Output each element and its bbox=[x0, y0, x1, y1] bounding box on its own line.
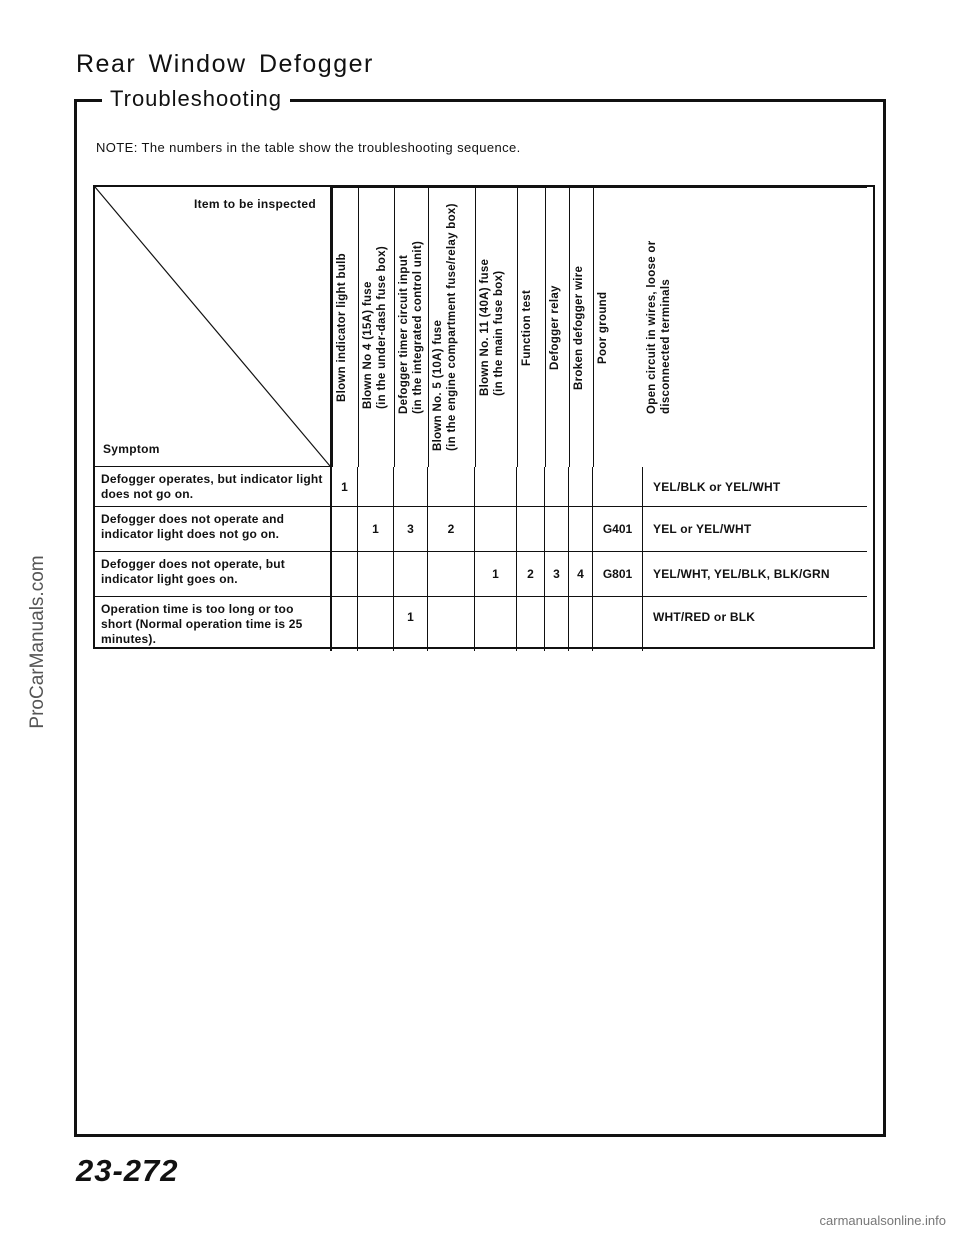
column-header: Defogger relay bbox=[545, 187, 569, 467]
sequence-cell: 2 bbox=[517, 552, 545, 597]
sequence-cell: 1 bbox=[394, 597, 428, 651]
wire-color-cell: WHT/RED or BLK bbox=[653, 610, 756, 624]
column-header: Blown No. 11 (40A) fuse (in the main fuse box) bbox=[475, 187, 517, 467]
column-header: Open circuit in wires, loose or disconnected terminals bbox=[643, 187, 867, 467]
sequence-cell bbox=[517, 507, 545, 552]
sequence-cell bbox=[332, 552, 358, 597]
diagonal-divider bbox=[95, 187, 330, 466]
sequence-cell bbox=[517, 597, 545, 651]
column-header: Blown No 4 (15A) fuse (in the under-dash fuse box) bbox=[358, 187, 394, 467]
ground-cell bbox=[593, 597, 643, 651]
column-header: Blown indicator light bulb bbox=[332, 187, 358, 467]
sequence-cell bbox=[475, 507, 517, 552]
column-header: Poor ground bbox=[593, 187, 643, 467]
page-title: Rear Window Defogger bbox=[76, 50, 374, 78]
sequence-cell: 1 bbox=[475, 552, 517, 597]
page-number: 23-272 bbox=[76, 1153, 179, 1188]
sequence-cell bbox=[394, 552, 428, 597]
sequence-cell: 1 bbox=[332, 467, 358, 507]
sequence-cell: 1 bbox=[358, 507, 394, 552]
sequence-cell bbox=[428, 597, 475, 651]
sequence-cell bbox=[358, 597, 394, 651]
sequence-cell bbox=[428, 552, 475, 597]
sequence-cell bbox=[332, 597, 358, 651]
symptom-cell: Defogger does not operate, but indicator light goes on. bbox=[95, 552, 332, 597]
footer-site-link[interactable]: carmanualsonline.info bbox=[819, 1213, 946, 1228]
wire-color-cell: YEL/BLK or YEL/WHT bbox=[643, 467, 867, 507]
column-header: Blown No. 5 (10A) fuse (in the engine compartment fuse/relay box) bbox=[428, 187, 475, 467]
sequence-cell: 2 bbox=[428, 507, 475, 552]
sequence-cell bbox=[332, 507, 358, 552]
sequence-cell bbox=[569, 467, 593, 507]
table-corner-header bbox=[95, 187, 332, 467]
sequence-cell bbox=[475, 597, 517, 651]
item-to-be-inspected-label: Item to be inspected bbox=[193, 197, 316, 211]
symptom-cell: Defogger does not operate and indicator light does not go on. bbox=[95, 507, 332, 552]
sequence-cell: 3 bbox=[394, 507, 428, 552]
sequence-cell bbox=[428, 467, 475, 507]
sequence-cell: 4 bbox=[569, 552, 593, 597]
symptom-label: Symptom bbox=[103, 442, 160, 456]
sequence-cell bbox=[545, 597, 569, 651]
table-note: NOTE: The numbers in the table show the troubleshooting sequence. bbox=[96, 140, 521, 155]
watermark: ProCarManuals.com bbox=[27, 555, 48, 729]
column-header: Defogger timer circuit input (in the integrated control unit) bbox=[394, 187, 428, 467]
ground-cell: G801 bbox=[593, 552, 643, 597]
wire-color-cell: YEL/WHT, YEL/BLK, BLK/GRN bbox=[643, 552, 867, 597]
column-header: Broken defogger wire bbox=[569, 187, 593, 467]
ground-cell: G401 bbox=[593, 507, 643, 552]
wire-color-cell: YEL or YEL/WHT bbox=[643, 507, 867, 552]
sequence-cell bbox=[358, 552, 394, 597]
section-title: Troubleshooting bbox=[102, 86, 290, 112]
column-header: Function test bbox=[517, 187, 545, 467]
sequence-cell bbox=[545, 507, 569, 552]
sequence-cell bbox=[517, 467, 545, 507]
sequence-cell bbox=[569, 507, 593, 552]
sequence-cell bbox=[545, 467, 569, 507]
ground-cell bbox=[593, 467, 643, 507]
symptom-cell: Operation time is too long or too short (Normal operation time is 25 minutes). bbox=[95, 597, 332, 651]
sequence-cell bbox=[569, 597, 593, 651]
sequence-cell bbox=[475, 467, 517, 507]
sequence-cell: 3 bbox=[545, 552, 569, 597]
sequence-cell bbox=[394, 467, 428, 507]
sequence-cell bbox=[358, 467, 394, 507]
troubleshooting-table bbox=[93, 185, 875, 649]
symptom-cell: Defogger operates, but indicator light does not go on. bbox=[95, 467, 332, 507]
